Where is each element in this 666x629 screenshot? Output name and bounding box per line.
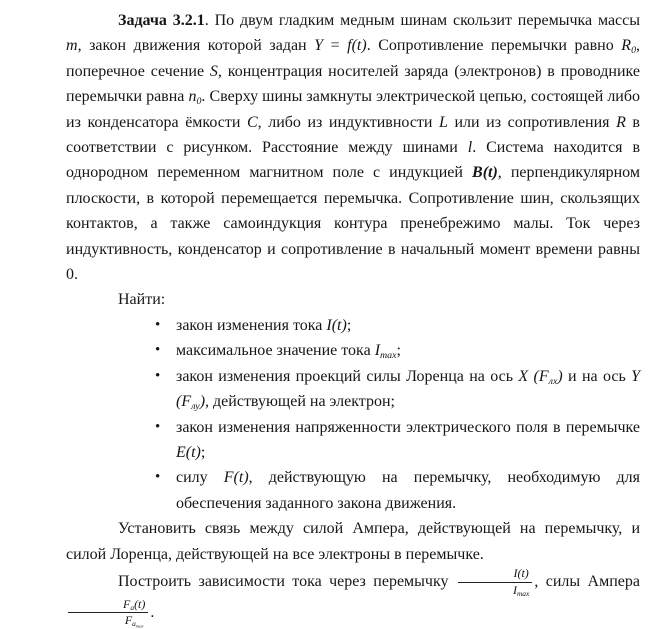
inline-fraction: $\frac{I(t)}{I_{max}}$ [458,567,532,598]
paragraph-problem-statement: Задача 3.2.1. По двум гладким медным шинам скользит перемычка массы m, закон движения которой задан Y = f(t). Сопротивление перемычки равно $R_0$, поперечное сечение S, концентрация носителей заряда (электронов) в проводнике перемычки равна $n_0$. Сверху шины замкнуты электрической цепью, состоящей либо из конденсатора ёмкости C, либо из индуктивности L или из сопротивления R в соответствии с рисунком. Расстояние между шинами l. Система находится в однородном переменном магнитном поле с индукцией B(t), перпендикулярном плоскости, в которой перемещается перемычка. Сопротивление шин, скользящих контактов, а также самоиндукция контура пренебрежимо малы. Ток через индуктивность, конденсатор и сопротивление в начальный момент времени равны 0. [66,12,641,284]
bullet-item-lorentz-projections: • закон изменения проекций силы Лоренца на ось X $(F_{лх})$ и на ось Y $(F_{лу})$, действующей на электрон; [176,364,640,415]
bullet-item-max-current: • максимальное значение тока $I_{max}$; [176,338,640,363]
bullet-item-force: • силу F(t), действующую на перемычку, необходимую для обеспечения заданного закона движения. [176,465,640,516]
paragraph-find-label: Найти: [118,291,166,309]
paragraph-establish-relation: Установить связь между силой Ампера, действующей на перемычку, и силой Лоренца, действующей на все электроны в перемычке. [66,520,640,563]
bullet-item-electric-field: • закон изменения напряженности электрического поля в перемычке E(t); [176,415,640,466]
paragraph-plot-dependencies: Построить зависимости тока через перемычку $\frac{I(t)}{I_{max}}$ , силы Ампера $\frac{F_а(t)}{F_{а_{max}}}$ . [66,567,640,628]
bullet-item-current-law: • закон изменения тока I(t); [176,313,640,338]
inline-fraction: $\frac{F_а(t)}{F_{а_{max}}}$ [68,598,148,629]
find-bullet-list [66,313,640,516]
